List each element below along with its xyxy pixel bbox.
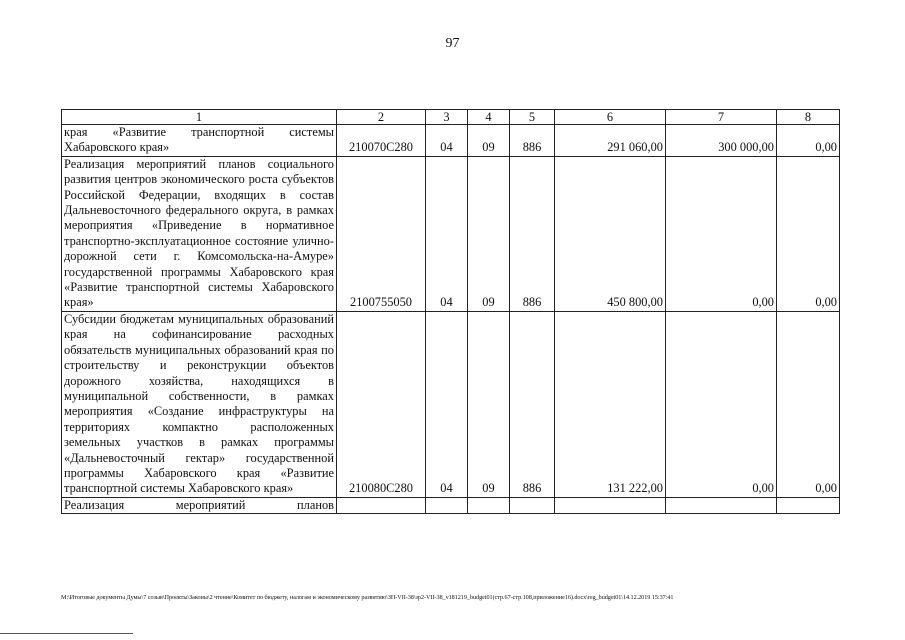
header-cell: 4 (468, 110, 510, 125)
table-row (62, 125, 840, 157)
row-section: 04 (426, 125, 468, 157)
row-amount-col8: 0,00 (777, 156, 840, 311)
row-amount-col8: 0,00 (777, 125, 840, 157)
row-kvr (510, 497, 555, 513)
table-row (62, 497, 840, 513)
row-subsection: 09 (468, 156, 510, 311)
row-amount-col8 (777, 497, 840, 513)
row-section: 04 (426, 311, 468, 497)
row-amount-col7: 300 000,00 (666, 125, 777, 157)
row-kvr: 886 (510, 125, 555, 157)
row-code: 210070С280 (337, 125, 426, 157)
row-amount-col6: 291 060,00 (555, 125, 666, 157)
row-amount-col8: 0,00 (777, 311, 840, 497)
row-kvr: 886 (510, 156, 555, 311)
row-description: Субсидии бюджетам муниципальных образований края на софинансирование расходных обязательств муниципальных образований края по строительству и реконструкции объектов дорожного хозяйства, находящихся в муниципальной собственности, в рамках мероприятия «Создание инфраструктуры на территориях компактно расположенных земельных участков в рамках программы «Дальневосточный гектар» государственной программы Хабаровского края «Развитие транспортной системы Хабаровского края» (62, 311, 337, 497)
header-cell: 2 (337, 110, 426, 125)
header-cell: 8 (777, 110, 840, 125)
footer-file-path: М:\Итоговые документы Думы\7 созыв\Проекты\Законы\2 чтение\Комитет по бюджету, налогам и экономическому развитию\ЗП-VII-38\зр2-VII-38_v181219_budget01(стр.67-стр.108,приложение16).docx\reg_budget01\14.12.2019 15:37:41 (61, 594, 674, 601)
budget-table (61, 109, 840, 514)
row-amount-col7 (666, 497, 777, 513)
table-row (62, 156, 840, 311)
table-row (62, 311, 840, 497)
row-amount-col6 (555, 497, 666, 513)
row-description: Реализация мероприятий планов (62, 497, 337, 513)
row-amount-col6: 450 800,00 (555, 156, 666, 311)
bottom-divider (0, 633, 133, 634)
row-description: края «Развитие транспортной системы Хабаровского края» (62, 125, 337, 157)
row-section (426, 497, 468, 513)
page-number: 97 (445, 36, 460, 51)
header-cell: 6 (555, 110, 666, 125)
row-subsection: 09 (468, 311, 510, 497)
table-header-row (62, 110, 840, 125)
row-code: 2100755050 (337, 156, 426, 311)
header-cell: 3 (426, 110, 468, 125)
row-amount-col6: 131 222,00 (555, 311, 666, 497)
row-subsection (468, 497, 510, 513)
header-cell: 7 (666, 110, 777, 125)
header-cell: 5 (510, 110, 555, 125)
row-description: Реализация мероприятий планов социального развития центров экономического роста субъектов Российской Федерации, входящих в состав Дальневосточного федерального округа, в рамках мероприятия «Приведение в нормативное транспортно-эксплуатационное состояние улично-дорожной сети г. Комсомольска-на-Амуре» государственной программы Хабаровского края «Развитие транспортной системы Хабаровского края» (62, 156, 337, 311)
row-code: 210080С280 (337, 311, 426, 497)
row-code (337, 497, 426, 513)
row-kvr: 886 (510, 311, 555, 497)
row-subsection: 09 (468, 125, 510, 157)
row-amount-col7: 0,00 (666, 311, 777, 497)
header-cell: 1 (62, 110, 337, 125)
row-amount-col7: 0,00 (666, 156, 777, 311)
row-section: 04 (426, 156, 468, 311)
